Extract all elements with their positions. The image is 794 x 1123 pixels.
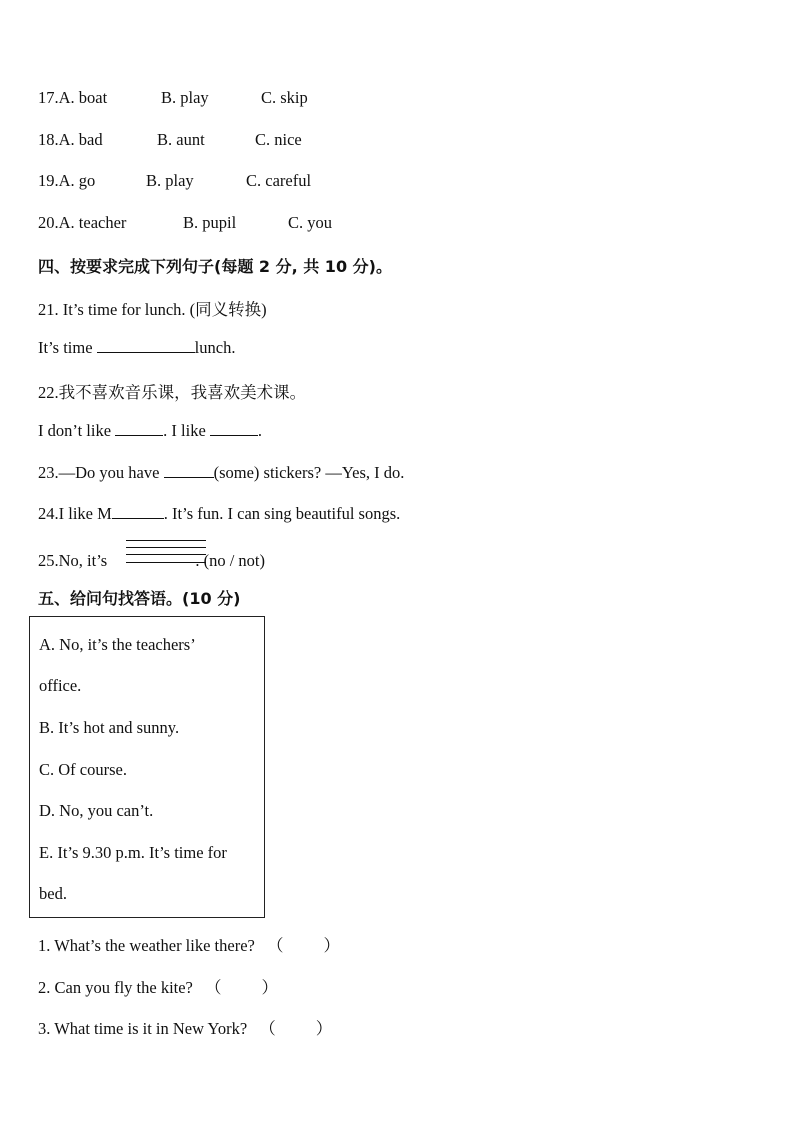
fill-blank[interactable] — [115, 421, 163, 436]
question-23: 23.—Do you have (some) stickers? —Yes, I do. — [38, 463, 405, 482]
match-question-1: 1. What’s the weather like there? （ ） — [38, 932, 340, 956]
option-e-line-2: bed. — [39, 884, 67, 903]
question-21: 21. It’s time for lunch. (同义转换) — [38, 300, 267, 319]
choice-option-a: 17.A. boat — [38, 88, 108, 107]
answer-paren[interactable]: （ ） — [205, 978, 279, 997]
answer-paren[interactable]: （ ） — [259, 1019, 333, 1038]
match-question-3: 3. What time is it in New York? （ ） — [38, 1015, 332, 1039]
choice-option-c: C. you — [288, 213, 333, 232]
option-a-line-1: A. No, it’s the teachers’ — [39, 635, 196, 654]
match-question-2: 2. Can you fly the kite? （ ） — [38, 974, 278, 998]
section-4-heading: 四、按要求完成下列句子(每题 2 分, 共 10 分)。 — [38, 257, 392, 276]
answer-22: I don’t like . I like . — [38, 421, 263, 440]
fill-blank[interactable] — [210, 421, 258, 436]
option-d: D. No, you can’t. — [39, 801, 154, 820]
choice-option-b: B. aunt — [157, 130, 205, 149]
choice-option-b: B. play — [161, 88, 209, 107]
choice-option-c: C. careful — [246, 171, 312, 190]
choice-option-a: 19.A. go — [38, 171, 96, 190]
answer-21: It’s time lunch. — [38, 338, 236, 357]
fill-blank[interactable] — [112, 504, 164, 519]
choice-option-a: 20.A. teacher — [38, 213, 127, 232]
writing-lines — [126, 538, 206, 564]
choice-option-c: C. nice — [255, 130, 302, 149]
option-c: C. Of course. — [39, 760, 127, 779]
choice-option-c: C. skip — [261, 88, 308, 107]
question-24: 24.I like M . It’s fun. I can sing beautiful songs. — [38, 504, 401, 523]
option-a-line-2: office. — [39, 676, 82, 695]
question-25: 25.No, it’s . (no / not) — [38, 551, 266, 570]
question-22: 22.我不喜欢音乐课，我喜欢美术课。 — [38, 383, 307, 402]
answer-options-box — [29, 616, 265, 918]
answer-paren[interactable]: （ ） — [266, 936, 340, 955]
choice-option-b: B. play — [146, 171, 194, 190]
fill-blank[interactable] — [164, 463, 214, 478]
option-e-line-1: E. It’s 9.30 p.m. It’s time for — [39, 843, 227, 862]
choice-option-b: B. pupil — [183, 213, 237, 232]
choice-option-a: 18.A. bad — [38, 130, 103, 149]
fill-blank[interactable] — [97, 338, 195, 353]
option-b: B. It’s hot and sunny. — [39, 718, 180, 737]
section-5-heading: 五、给问句找答语。(10 分) — [38, 589, 241, 608]
